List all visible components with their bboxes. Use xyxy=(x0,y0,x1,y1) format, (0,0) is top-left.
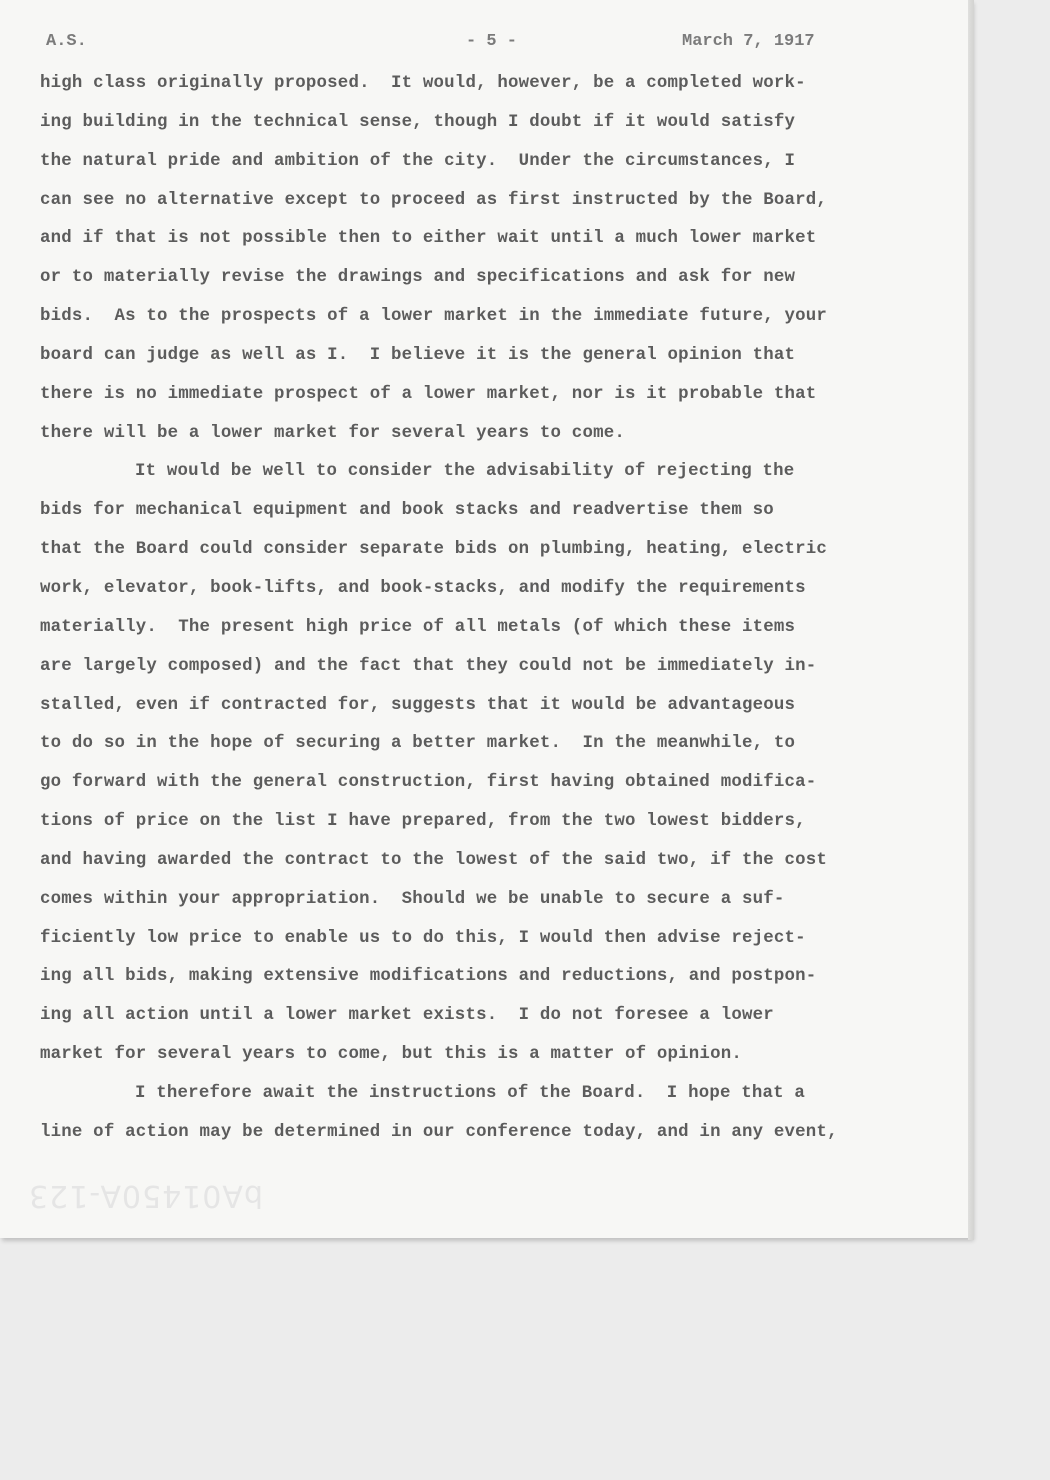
text-line: ing building in the technical sense, though I doubt if it would satisfy xyxy=(40,112,796,132)
paragraph-start-line: It would be well to consider the advisability of rejecting the xyxy=(135,462,795,482)
letter-date: March 7, 1917 xyxy=(682,32,815,51)
text-line: or to materially revise the drawings and specifications and ask for new xyxy=(40,268,796,288)
text-line: stalled, even if contracted for, suggests that it would be advantageous xyxy=(40,695,796,715)
text-line: ing all action until a lower market exists. I do not foresee a lower xyxy=(40,1006,774,1026)
archive-stamp: bA01450A-123 xyxy=(28,1178,263,1213)
text-line: and if that is not possible then to either wait until a much lower market xyxy=(40,229,817,249)
text-line: ficiently low price to enable us to do this, I would then advise reject- xyxy=(40,928,806,948)
text-line: are largely composed) and the fact that they could not be immediately in- xyxy=(40,656,817,676)
text-line: high class originally proposed. It would, however, be a completed work- xyxy=(40,74,806,93)
text-line: materially. The present high price of all metals (of which these items xyxy=(40,617,796,637)
text-line: can see no alternative except to proceed as first instructed by the Board, xyxy=(40,190,828,210)
text-line: board can judge as well as I. I believe it is the general opinion that xyxy=(40,345,796,365)
page-header xyxy=(46,32,846,56)
page-edge xyxy=(968,0,974,1240)
text-line: line of action may be determined in our conference today, and in any event, xyxy=(40,1122,838,1142)
text-line: bids for mechanical equipment and book stacks and readvertise them so xyxy=(40,501,774,521)
text-line: the natural pride and ambition of the city. Under the circumstances, I xyxy=(40,151,796,171)
text-line: and having awarded the contract to the lowest of the said two, if the cost xyxy=(40,850,828,870)
text-line: bids. As to the prospects of a lower market in the immediate future, your xyxy=(40,307,828,327)
text-line: ing all bids, making extensive modifications and reductions, and postpon- xyxy=(40,967,817,987)
text-line: market for several years to come, but this is a matter of opinion. xyxy=(40,1045,742,1065)
text-line: work, elevator, book-lifts, and book-stacks, and modify the requirements xyxy=(40,578,806,598)
page-number: - 5 - xyxy=(466,32,518,51)
paragraph-start-line: I therefore await the instructions of the Board. I hope that a xyxy=(135,1083,806,1103)
text-line: that the Board could consider separate bids on plumbing, heating, electric xyxy=(40,540,828,560)
text-line: go forward with the general construction, first having obtained modifica- xyxy=(40,773,817,793)
header-initials: A.S. xyxy=(46,32,87,51)
text-line: there will be a lower market for several years to come. xyxy=(40,423,625,443)
text-line: comes within your appropriation. Should we be unable to secure a suf- xyxy=(40,889,785,909)
text-line: there is no immediate prospect of a lower market, nor is it probable that xyxy=(40,384,817,404)
text-line: tions of price on the list I have prepared, from the two lowest bidders, xyxy=(40,812,806,832)
text-line: to do so in the hope of securing a better market. In the meanwhile, to xyxy=(40,734,796,754)
letter-body xyxy=(40,72,930,1160)
